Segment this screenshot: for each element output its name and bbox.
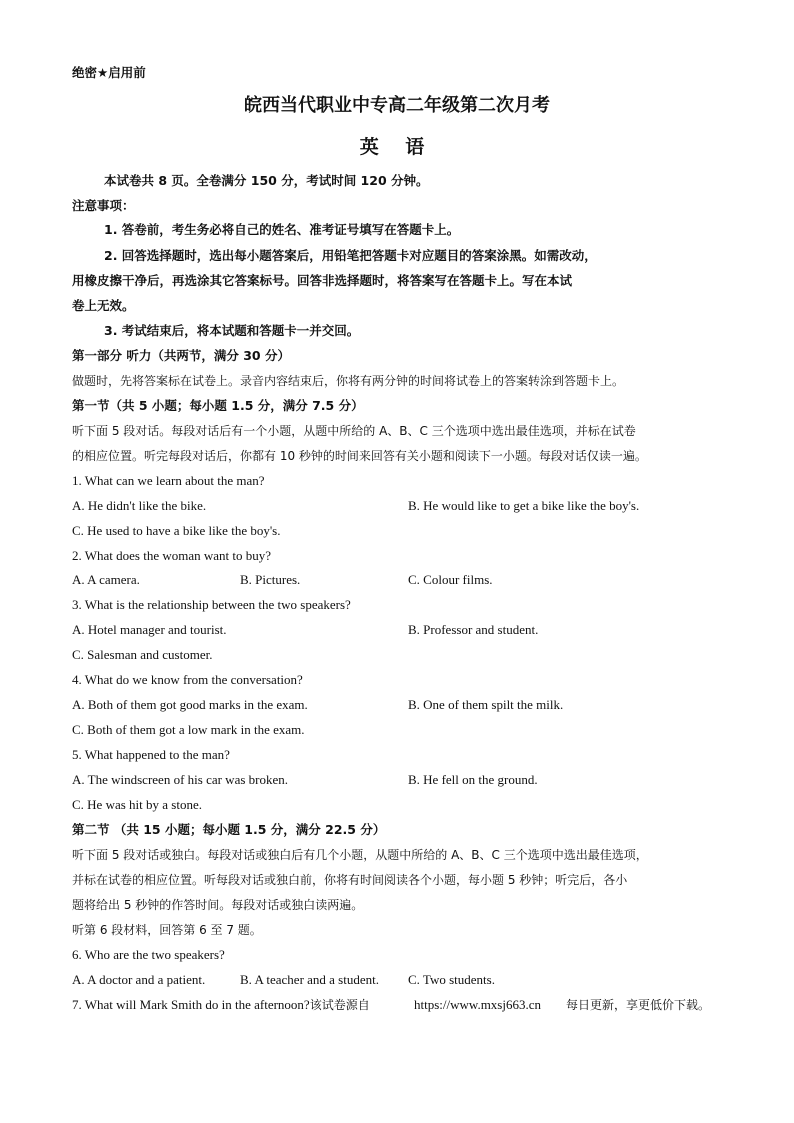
note-2-line-2: 用橡皮擦干净后，再选涂其它答案标号。回答非选择题时，将答案写在答题卡上。写在本试 — [72, 273, 573, 288]
question-3: 3. What is the relationship between the two speakers? — [72, 597, 351, 612]
q6-option-b: B. A teacher and a student. — [240, 972, 379, 987]
subject-title: 英 语 — [359, 136, 435, 158]
note-2-line-3: 卷上无效。 — [72, 298, 135, 313]
q3-option-a: A. Hotel manager and tourist. — [72, 622, 227, 637]
note-2-line-1: 2. 回答选择题时，选出每小题答案后，用铅笔把答题卡对应题目的答案涂黑。如需改动， — [104, 248, 597, 263]
confidential-label: 绝密★启用前 — [72, 65, 146, 80]
q3-option-c: C. Salesman and customer. — [72, 647, 213, 662]
section2-instruction-line-1: 听下面 5 段对话或独白。每段对话或独白后有几个小题，从题中所给的 A、B、C 三个选项中选出最佳选项， — [72, 848, 648, 862]
q2-option-a: A. A camera. — [72, 572, 140, 587]
section2-instruction-line-3: 题将给出 5 秒钟的作答时间。每段对话或独白读两遍。 — [72, 898, 364, 912]
question-6: 6. Who are the two speakers? — [72, 947, 225, 962]
section2-instruction-line-2: 并标在试卷的相应位置。听每段对话或独白前，你将有时间阅读各个小题，每小题 5 秒钟；听完后，各小 — [72, 873, 628, 887]
section1-heading: 第一节（共 5 小题；每小题 1.5 分，满分 7.5 分） — [72, 398, 364, 413]
section2-heading: 第二节 （共 15 小题；每小题 1.5 分，满分 22.5 分） — [72, 822, 386, 837]
q2-option-c: C. Colour films. — [408, 572, 493, 587]
question-2: 2. What does the woman want to buy? — [72, 548, 272, 563]
question-4: 4. What do we know from the conversation? — [72, 672, 303, 687]
note-1: 1. 答卷前，考生务必将自己的姓名、准考证号填写在答题卡上。 — [104, 222, 460, 237]
exam-summary: 本试卷共 8 页。全卷满分 150 分，考试时间 120 分钟。 — [104, 173, 429, 188]
q1-option-a: A. He didn't like the bike. — [72, 498, 207, 513]
q3-option-b: B. Professor and student. — [408, 622, 539, 637]
source-note: 该试卷源自 — [309, 998, 370, 1012]
q1-option-b: B. He would like to get a bike like the boy's. — [408, 498, 640, 513]
q4-option-a: A. Both of them got good marks in the exam. — [72, 697, 308, 712]
q5-option-c: C. He was hit by a stone. — [72, 797, 202, 812]
part1-instruction: 做题时，先将答案标在试卷上。录音内容结束后，你将有两分钟的时间将试卷上的答案转涂到答题卡上。 — [72, 374, 625, 388]
exam-title: 皖西当代职业中专高二年级第二次月考 — [244, 95, 550, 116]
q6-option-c: C. Two students. — [408, 972, 495, 987]
question-7 — [72, 996, 370, 1014]
q6-option-a: A. A doctor and a patient. — [72, 972, 206, 987]
source-tagline: 每日更新，享更低价下载。 — [566, 998, 711, 1012]
q4-option-b: B. One of them spilt the milk. — [408, 697, 564, 712]
q2-option-b: B. Pictures. — [240, 572, 301, 587]
q5-option-b: B. He fell on the ground. — [408, 772, 538, 787]
question-5: 5. What happened to the man? — [72, 747, 230, 762]
question-1: 1. What can we learn about the man? — [72, 473, 265, 488]
section1-instruction-line-1: 听下面 5 段对话。每段对话后有一个小题，从题中所给的 A、B、C 三个选项中选出最佳选项，并标在试卷 — [72, 424, 636, 438]
note-3: 3. 考试结束后，将本试题和答题卡一并交回。 — [104, 323, 360, 338]
q5-option-a: A. The windscreen of his car was broken. — [72, 772, 288, 787]
notes-heading: 注意事项： — [72, 198, 135, 213]
q1-option-c: C. He used to have a bike like the boy's. — [72, 523, 281, 538]
material-6-note: 听第 6 段材料，回答第 6 至 7 题。 — [72, 923, 262, 937]
section1-instruction-line-2: 的相应位置。听完每段对话后，你都有 10 秒钟的时间来回答有关小题和阅读下一小题。每段对话仅读一遍。 — [72, 449, 647, 463]
part1-heading: 第一部分 听力（共两节，满分 30 分） — [72, 348, 290, 363]
question-7-text: 7. What will Mark Smith do in the afternoon? — [72, 997, 310, 1012]
q4-option-c: C. Both of them got a low mark in the exam. — [72, 722, 305, 737]
source-url-link[interactable]: https://www.mxsj663.cn — [414, 997, 541, 1012]
